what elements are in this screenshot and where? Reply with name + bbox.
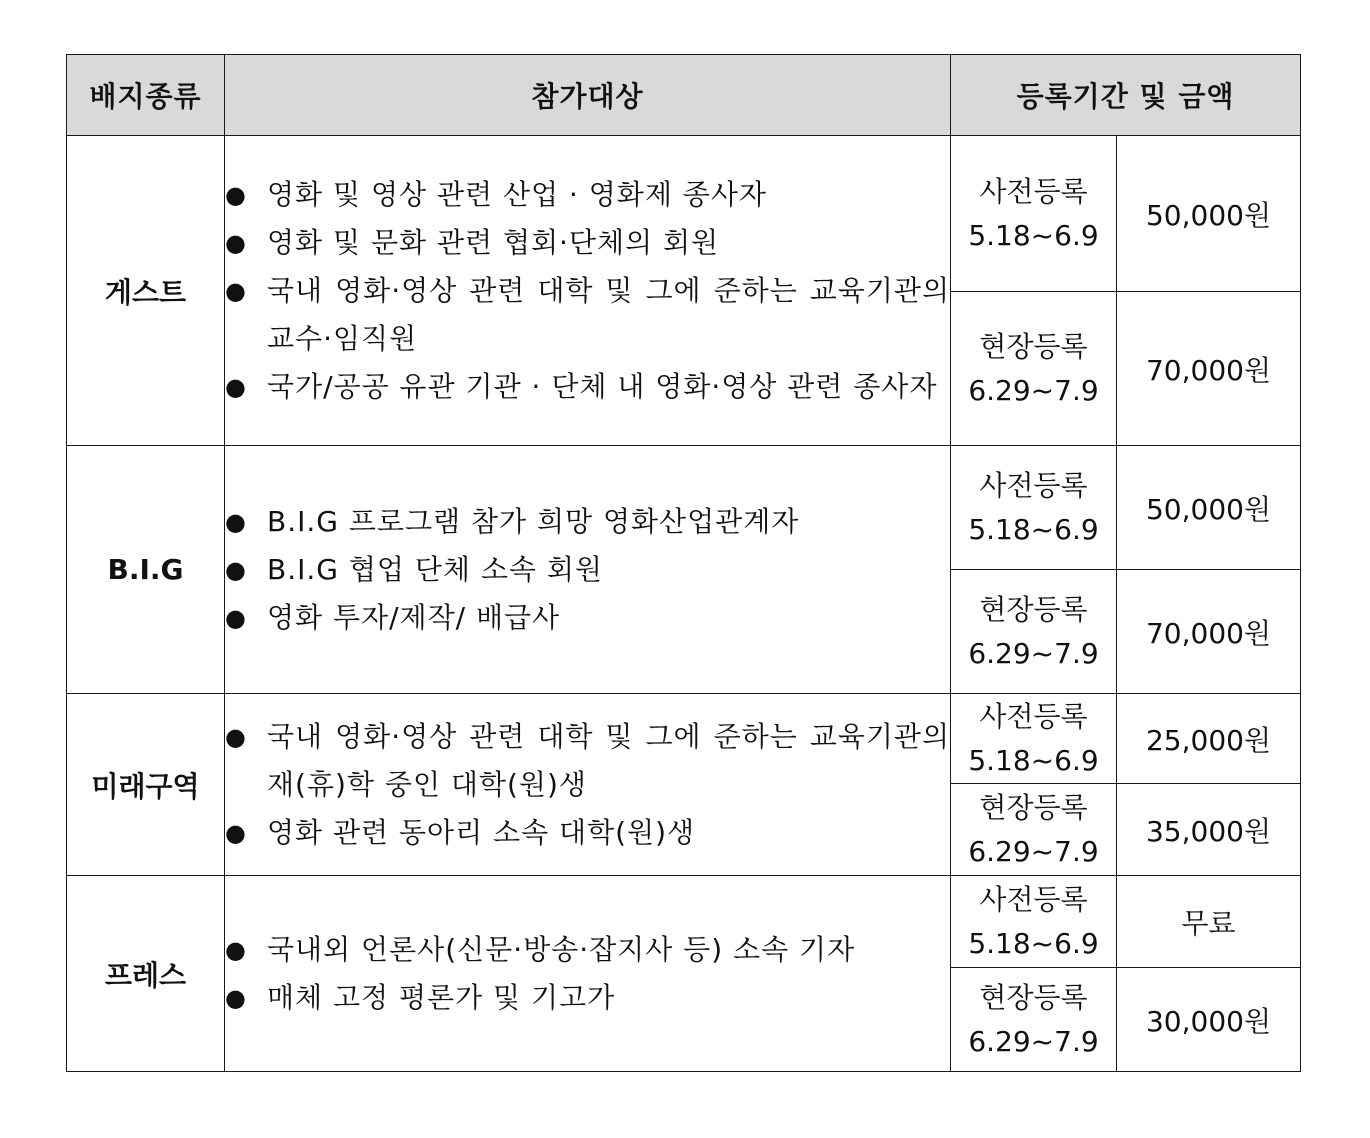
badge-type-cell: 프레스 (67, 876, 225, 1072)
target-text: 국내 영화·영상 관련 대학 및 그에 준하는 교육기관의 교수·임직원 (267, 273, 950, 355)
list-item (225, 171, 950, 219)
target-text: B.I.G 프로그램 참가 희망 영화산업관계자 (267, 504, 800, 538)
target-text: 영화 및 영상 관련 산업 · 영화제 종사자 (267, 177, 767, 211)
list-item (225, 809, 950, 857)
targets-cell (225, 446, 951, 694)
targets-cell (225, 876, 951, 1072)
bullet-icon: ● (225, 603, 247, 632)
onsite-registration-period (951, 968, 1117, 1072)
period-dates: 5.18~6.9 (968, 743, 1099, 777)
period-dates: 5.18~6.9 (968, 926, 1099, 960)
list-item (225, 974, 950, 1022)
bullet-icon: ● (225, 935, 247, 964)
list-item (225, 546, 950, 594)
targets-cell (225, 136, 951, 446)
header-targets: 참가대상 (225, 55, 951, 136)
header-badge-type: 배지종류 (67, 55, 225, 136)
bullet-icon: ● (225, 507, 247, 536)
list-item (225, 498, 950, 546)
list-item (225, 363, 950, 411)
target-text: 영화 투자/제작/ 배급사 (267, 600, 561, 634)
header-registration: 등록기간 및 금액 (951, 55, 1301, 136)
table-row (67, 446, 1301, 570)
pre-registration-price: 25,000원 (1117, 694, 1301, 784)
table-row (67, 876, 1301, 968)
bullet-icon: ● (225, 372, 247, 401)
bullet-icon: ● (225, 276, 247, 305)
period-dates: 6.29~7.9 (968, 636, 1099, 670)
list-item (225, 713, 950, 809)
bullet-icon: ● (225, 180, 247, 209)
table-row (67, 694, 1301, 784)
onsite-registration-period (951, 570, 1117, 694)
target-list (225, 171, 950, 411)
pre-registration-period (951, 446, 1117, 570)
period-label: 사전등록 (979, 882, 1088, 916)
period-dates: 6.29~7.9 (968, 1024, 1099, 1058)
target-list (225, 926, 950, 1022)
period-dates: 6.29~7.9 (968, 834, 1099, 868)
list-item (225, 926, 950, 974)
target-text: B.I.G 협업 단체 소속 회원 (267, 552, 603, 586)
badge-type-cell: B.I.G (67, 446, 225, 694)
onsite-registration-price: 30,000원 (1117, 968, 1301, 1072)
bullet-icon: ● (225, 818, 247, 847)
target-list (225, 498, 950, 642)
pre-registration-period (951, 694, 1117, 784)
target-text: 국내외 언론사(신문·방송·잡지사 등) 소속 기자 (267, 932, 856, 966)
list-item (225, 219, 950, 267)
list-item (225, 267, 950, 363)
target-text: 영화 및 문화 관련 협회·단체의 회원 (267, 225, 720, 259)
period-label: 현장등록 (979, 980, 1088, 1014)
bullet-icon: ● (225, 983, 247, 1012)
period-label: 사전등록 (979, 174, 1088, 208)
target-text: 영화 관련 동아리 소속 대학(원)생 (267, 815, 696, 849)
period-dates: 6.29~7.9 (968, 373, 1099, 407)
period-dates: 5.18~6.9 (968, 512, 1099, 546)
onsite-registration-price: 70,000원 (1117, 292, 1301, 446)
pre-registration-period (951, 136, 1117, 292)
period-label: 현장등록 (979, 329, 1088, 363)
target-text: 매체 고정 평론가 및 기고가 (267, 980, 616, 1014)
bullet-icon: ● (225, 555, 247, 584)
period-label: 현장등록 (979, 790, 1088, 824)
badge-type-cell: 게스트 (67, 136, 225, 446)
badge-registration-table (66, 54, 1301, 1072)
target-text: 국가/공공 유관 기관 · 단체 내 영화·영상 관련 종사자 (267, 369, 938, 403)
pre-registration-price: 50,000원 (1117, 446, 1301, 570)
target-text: 국내 영화·영상 관련 대학 및 그에 준하는 교육기관의 재(휴)학 중인 대학(원)생 (267, 719, 950, 801)
onsite-registration-price: 70,000원 (1117, 570, 1301, 694)
onsite-registration-period (951, 292, 1117, 446)
list-item (225, 594, 950, 642)
period-dates: 5.18~6.9 (968, 218, 1099, 252)
badge-type-cell: 미래구역 (67, 694, 225, 876)
targets-cell (225, 694, 951, 876)
bullet-icon: ● (225, 228, 247, 257)
onsite-registration-period (951, 784, 1117, 876)
onsite-registration-price: 35,000원 (1117, 784, 1301, 876)
table-header-row (67, 55, 1301, 136)
period-label: 사전등록 (979, 699, 1088, 733)
pre-registration-price: 무료 (1117, 876, 1301, 968)
period-label: 현장등록 (979, 592, 1088, 626)
target-list (225, 713, 950, 857)
bullet-icon: ● (225, 722, 247, 751)
pre-registration-period (951, 876, 1117, 968)
table-row (67, 136, 1301, 292)
pre-registration-price: 50,000원 (1117, 136, 1301, 292)
period-label: 사전등록 (979, 468, 1088, 502)
